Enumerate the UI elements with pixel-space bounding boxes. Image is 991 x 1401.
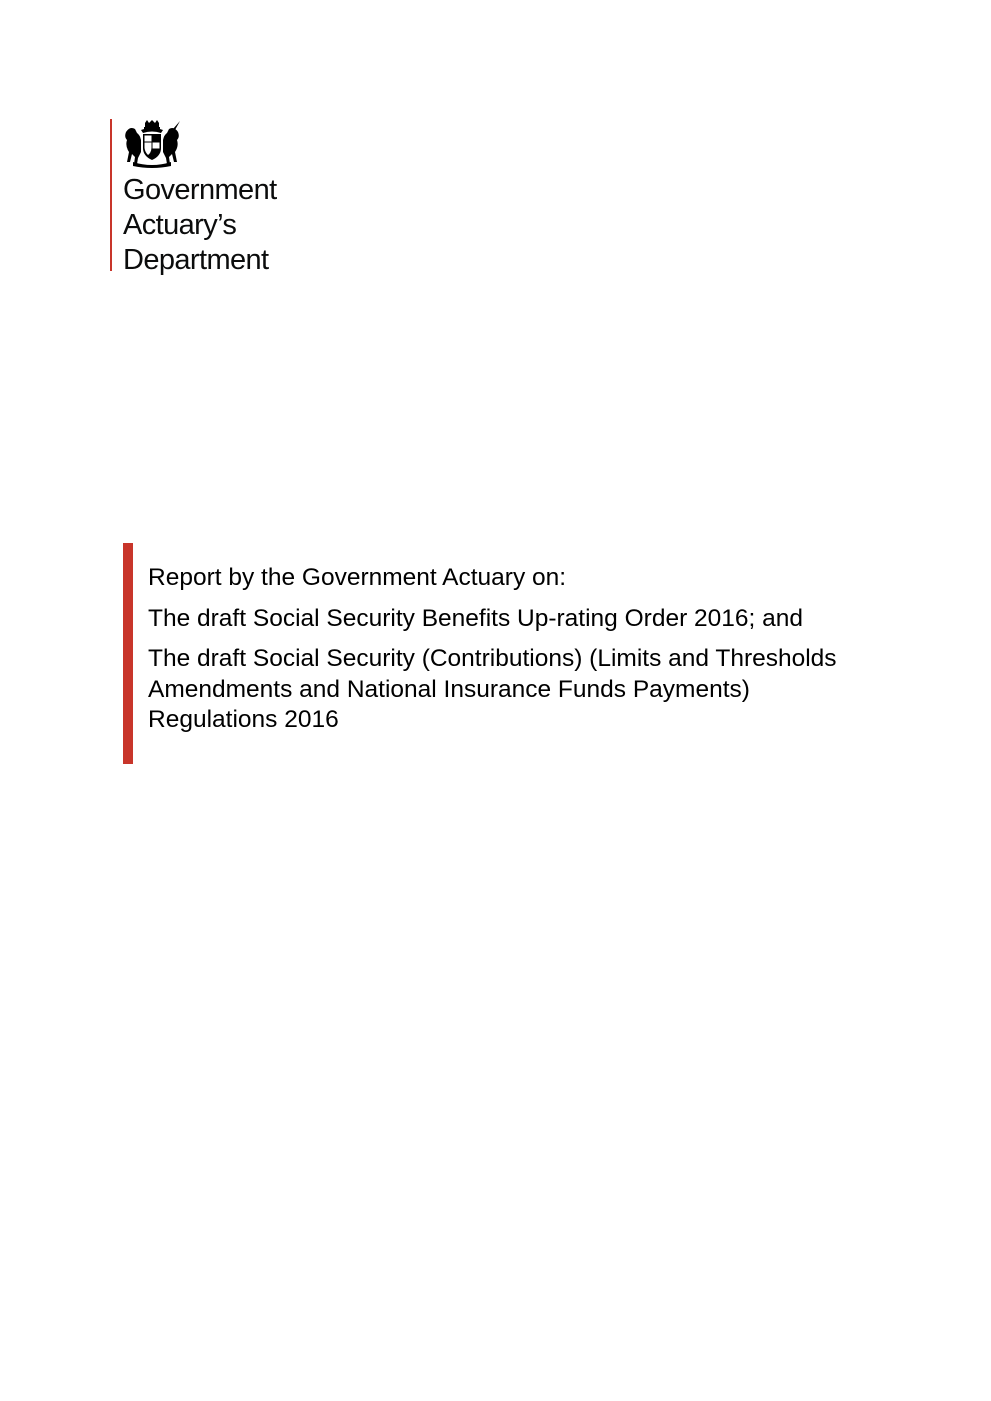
org-name-line-3: Department [123, 244, 269, 276]
report-title-block [123, 543, 883, 764]
org-name-line-1: Government [123, 174, 277, 206]
report-item-contributions-regulations: The draft Social Security (Contributions) (Limits and Thresholds Amendments and National Insurance Funds Payments) Regulations 2016 [148, 645, 837, 733]
logo-accent-rule [110, 119, 112, 271]
report-title [148, 563, 878, 746]
org-name-line-2: Actuary’s [123, 209, 237, 241]
report-intro: Report by the Government Actuary on: [148, 564, 567, 591]
organisation-name [123, 173, 277, 278]
gad-logo [110, 119, 330, 276]
royal-coat-of-arms-icon [123, 120, 181, 168]
report-item-benefits-order: The draft Social Security Benefits Up-rating Order 2016; and [148, 604, 804, 632]
title-accent-bar [123, 543, 133, 764]
